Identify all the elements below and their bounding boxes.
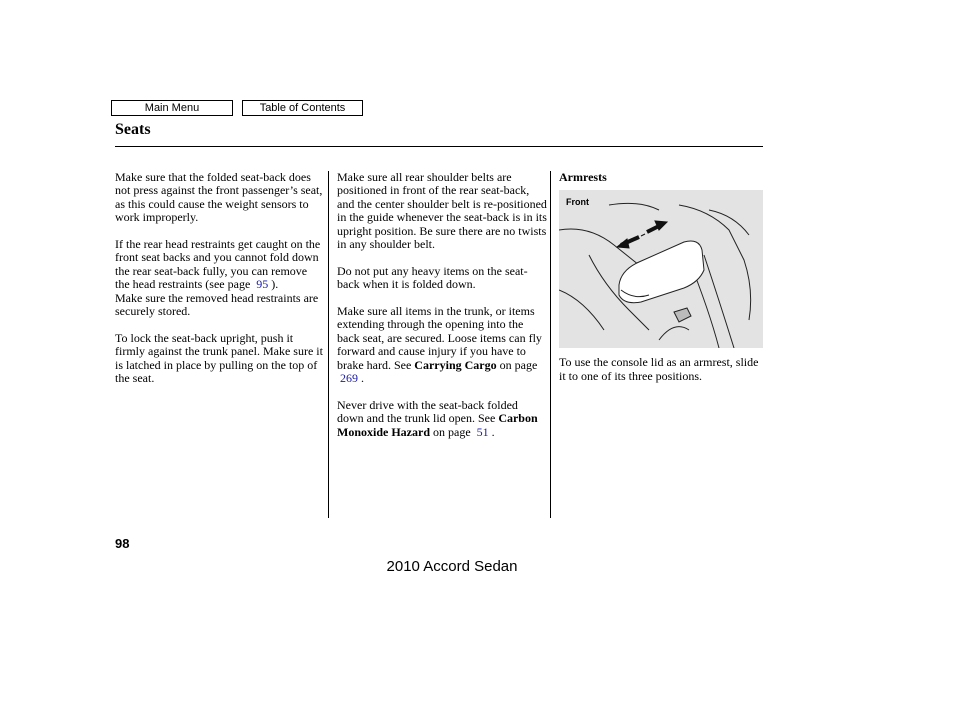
table-of-contents-button[interactable]: Table of Contents (242, 100, 363, 116)
column-1 (115, 171, 323, 399)
paragraph-lock-seatback: To lock the seat-back upright, push it firmly against the trunk panel. Make sure it is latched in place by pulling on the top of the seat. (115, 330, 323, 386)
armrest-caption: To use the console lid as an armrest, slide it to one of its three positions. (559, 355, 759, 383)
column-divider (550, 171, 551, 518)
paragraph-text: If the rear head restraints get caught on the front seat backs and you cannot fold down the rear seat-back fully, you can remove the head restraints (see page (115, 237, 321, 292)
footer-title: 2010 Accord Sedan (386, 558, 518, 575)
paragraph-text: on page (499, 357, 538, 372)
page-title: Seats (115, 121, 151, 138)
page-link-51[interactable]: 51 (476, 424, 489, 439)
paragraph-text: Never drive with the seat-back folded down and the trunk lid open. See (337, 397, 518, 426)
paragraph-stored: Make sure the removed head restraints are securely stored. (115, 290, 319, 319)
column-3 (559, 171, 764, 397)
paragraph-heavy-items: Do not put any heavy items on the seat-back when it is folded down. (337, 263, 528, 292)
paragraph-end: . (361, 371, 364, 386)
link-text-carrying-cargo: Carrying Cargo (414, 357, 497, 372)
column-2 (337, 171, 547, 452)
armrest-illustration (559, 190, 763, 348)
paragraph-end: ). (271, 277, 279, 292)
paragraph-text: Make sure all items in the trunk, or items extending through the opening into the back seat, are secured. Loose items can fly forward and cause injury if you have to brake hard. See (337, 304, 542, 372)
main-menu-button[interactable]: Main Menu (111, 100, 233, 116)
page-link-269[interactable]: 269 (340, 371, 358, 386)
armrests-heading: Armrests (559, 170, 607, 184)
paragraph-text: on page (433, 424, 471, 439)
paragraph-head-restraints (115, 238, 323, 292)
figure-label: Front (566, 197, 589, 208)
column-divider (328, 171, 329, 518)
title-rule (115, 146, 763, 147)
link-text-carbon-monoxide: Carbon Monoxide Hazard (337, 411, 538, 439)
paragraph-trunk-items (337, 305, 547, 385)
armrest-figure (559, 190, 763, 348)
paragraph-shoulder-belts: Make sure all rear shoulder belts are positioned in front of the rear seat-back, and the center shoulder belt is re-positioned in the guide whenever the seat-back is in its upright position. Be sure there are no twists in any shoulder belt. (337, 170, 547, 252)
page-link-95[interactable]: 95 (256, 277, 269, 292)
paragraph-end: . (491, 424, 495, 439)
paragraph-sensor-warning: Make sure that the folded seat-back does not press against the front passenger’s seat, as this could cause the weight sensors to work improperly. (115, 170, 323, 225)
page-number: 98 (115, 536, 130, 551)
paragraph-trunk-open (337, 399, 547, 439)
